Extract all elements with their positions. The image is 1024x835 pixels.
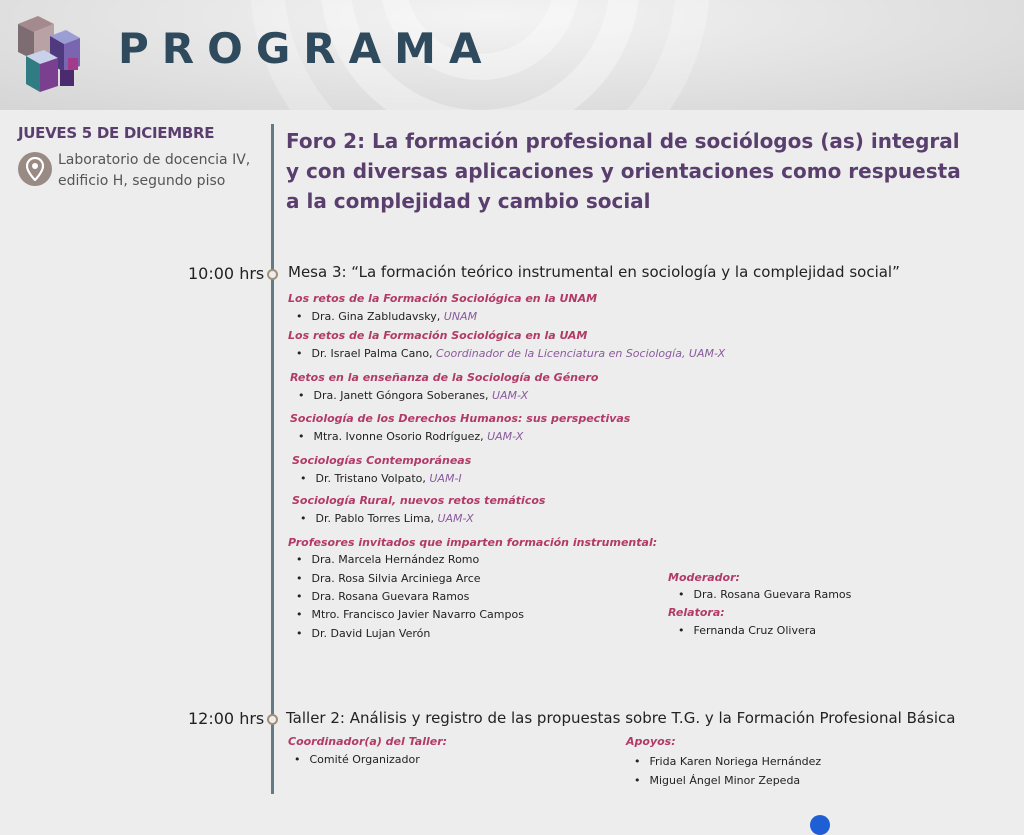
invited-item: • Dr. David Lujan Verón — [296, 627, 430, 640]
cube-logo-icon — [14, 14, 84, 94]
location-line-2: edificio H, segundo piso — [58, 173, 226, 189]
scroll-indicator[interactable] — [810, 815, 830, 835]
coordinator-item: • Comité Organizador — [294, 753, 420, 766]
invited-item: • Dra. Rosa Silvia Arciniega Arce — [296, 572, 481, 585]
speaker-item: • Dr. Tristano Volpato, UAM-I — [300, 472, 462, 485]
taller-title: Taller 2: Análisis y registro de las propuestas sobre T.G. y la Formación Profesional Básica — [286, 709, 956, 727]
page-title: PROGRAMA — [118, 24, 495, 73]
apoyo-item: • Miguel Ángel Minor Zepeda — [634, 774, 800, 787]
category-title: Los retos de la Formación Sociológica en la UNAM — [288, 292, 598, 305]
speaker-item: • Dra. Janett Góngora Soberanes, UAM-X — [298, 389, 528, 402]
mesa-title: Mesa 3: “La formación teórico instrumental en sociología y la complejidad social” — [288, 263, 900, 281]
time-taller: 12:00 hrs — [188, 709, 265, 728]
category-title: Sociologías Contemporáneas — [292, 454, 472, 467]
apoyos-label: Apoyos: — [626, 735, 676, 748]
speaker-item: • Mtra. Ivonne Osorio Rodríguez, UAM-X — [298, 430, 523, 443]
moderator-label: Moderador: — [668, 571, 740, 584]
apoyo-item: • Frida Karen Noriega Hernández — [634, 755, 821, 768]
category-title: Los retos de la Formación Sociológica en la UAM — [288, 329, 588, 342]
relatora-item: • Fernanda Cruz Olivera — [678, 624, 816, 637]
event-location — [18, 150, 258, 192]
speaker-item: • Dra. Gina Zabludavsky, UNAM — [296, 310, 477, 323]
forum-title-line-3: a la complejidad y cambio social — [286, 189, 651, 213]
speaker-item: • Dr. Israel Palma Cano, Coordinador de la Licenciatura en Sociología, UAM-X — [296, 347, 725, 360]
speaker-item: • Dr. Pablo Torres Lima, UAM-X — [300, 512, 474, 525]
category-title: Retos en la enseñanza de la Sociología de Género — [290, 371, 599, 384]
location-pin-icon — [18, 152, 52, 186]
forum-title-line-1: Foro 2: La formación profesional de sociólogos (as) integral — [286, 129, 960, 153]
event-date: JUEVES 5 DE DICIEMBRE — [18, 124, 215, 142]
timeline-dot-taller — [267, 714, 278, 725]
category-title: Sociología de los Derechos Humanos: sus perspectivas — [290, 412, 631, 425]
timeline-dot-mesa — [267, 269, 278, 280]
forum-title-line-2: y con diversas aplicaciones y orientaciones como respuesta — [286, 159, 961, 183]
location-line-1: Laboratorio de docencia IV, — [58, 152, 251, 168]
invited-item: • Dra. Marcela Hernández Romo — [296, 553, 479, 566]
moderator-item: • Dra. Rosana Guevara Ramos — [678, 588, 851, 601]
header-banner — [0, 0, 1024, 110]
relatora-label: Relatora: — [668, 606, 725, 619]
timeline-line — [271, 124, 274, 794]
invited-item: • Dra. Rosana Guevara Ramos — [296, 590, 469, 603]
invited-category: Profesores invitados que imparten formación instrumental: — [288, 536, 658, 549]
forum-title — [286, 126, 1006, 216]
invited-item: • Mtro. Francisco Javier Navarro Campos — [296, 608, 524, 621]
time-mesa: 10:00 hrs — [188, 264, 265, 283]
event-info — [18, 124, 258, 192]
category-title: Sociología Rural, nuevos retos temáticos — [292, 494, 546, 507]
coordinator-label: Coordinador(a) del Taller: — [288, 735, 448, 748]
